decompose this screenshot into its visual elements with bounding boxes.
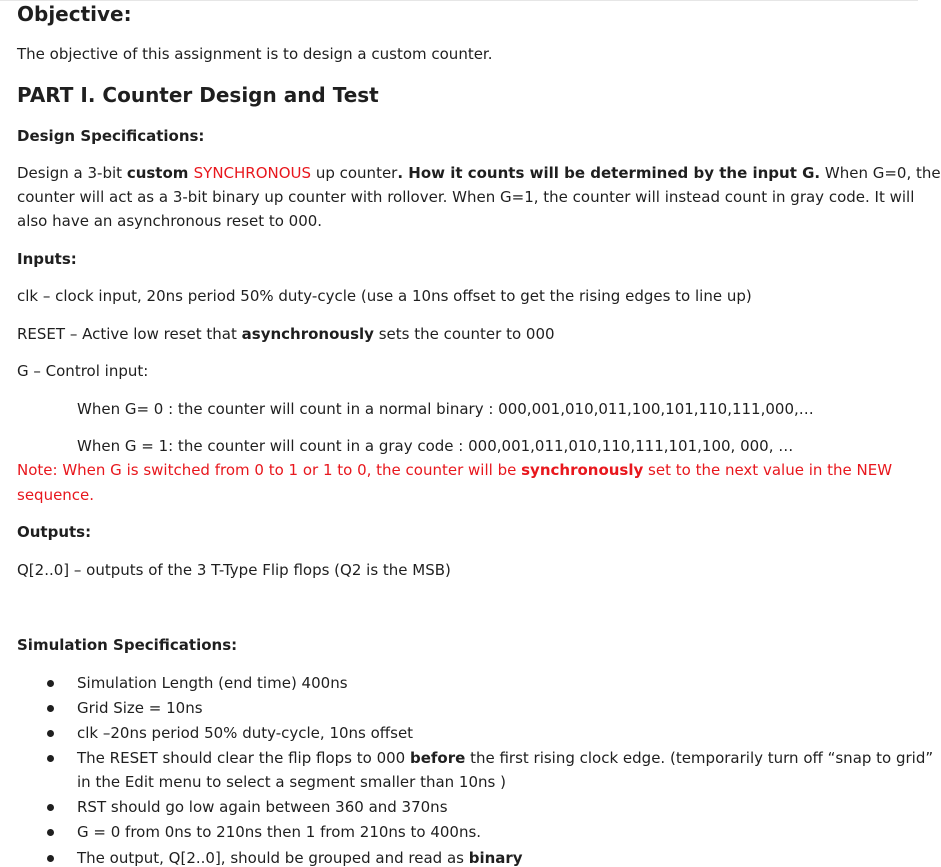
q-line: Q[2..0] – outputs of the 3 T-Type Flip flops (Q2 is the MSB) <box>17 561 451 579</box>
bullet-icon <box>47 855 54 862</box>
bullet-g: G = 0 from 0ns to 210ns then 1 from 210ns to 400ns. <box>77 823 482 841</box>
reset-text: sets the counter to 000 <box>373 325 555 343</box>
reset-text: RESET – Active low reset that <box>17 325 242 343</box>
bullet-sim-length: Simulation Length (end time) 400ns <box>77 674 348 692</box>
design-para-line1 <box>17 164 941 182</box>
design-spec-heading: Design Specifications: <box>17 127 205 145</box>
note-line1 <box>17 461 892 479</box>
g0-line: When G= 0 : the counter will count in a normal binary : 000,001,010,011,100,101,110,111,000,… <box>77 400 814 418</box>
clk-line: clk – clock input, 20ns period 50% duty-cycle (use a 10ns offset to get the rising edges to line up) <box>17 287 752 305</box>
bullet-icon <box>47 680 54 687</box>
bullet-reset-text: the first rising clock edge. (temporarily turn off “snap to grid” <box>465 749 934 767</box>
bullet-clk: clk –20ns period 50% duty-cycle, 10ns offset <box>77 724 414 742</box>
bullet-icon <box>47 705 54 712</box>
bullet-rst-low: RST should go low again between 360 and 370ns <box>77 798 448 816</box>
g1-line: When G = 1: the counter will count in a gray code : 000,001,011,010,110,111,101,100, 000, … <box>77 437 794 455</box>
note-line2: sequence. <box>17 486 95 504</box>
design-para-custom: custom <box>126 164 194 182</box>
heading-objective: Objective: <box>17 2 132 26</box>
bullet-reset-before: before <box>409 749 466 767</box>
top-border <box>0 0 918 1</box>
reset-line <box>17 325 555 343</box>
note-sync: synchronously <box>521 461 644 479</box>
bullet-output-binary: binary <box>468 849 523 867</box>
bullet-output-text: The output, Q[2..0], should be grouped and read as <box>77 849 469 867</box>
bullet-reset-text: The RESET should clear the flip flops to 000 <box>77 749 410 767</box>
reset-async: asynchronously <box>241 325 374 343</box>
outputs-heading: Outputs: <box>17 523 92 541</box>
bullet-icon <box>47 730 54 737</box>
note-text: set to the next value in the NEW <box>643 461 893 479</box>
design-para-text: up counter <box>311 164 398 182</box>
bullet-icon <box>47 829 54 836</box>
note-text: Note: When G is switched from 0 to 1 or 1 to 0, the counter will be <box>17 461 522 479</box>
design-para-line3: also have an asynchronous reset to 000. <box>17 212 323 230</box>
g-control-line: G – Control input: <box>17 362 149 380</box>
sim-heading: Simulation Specifications: <box>17 636 238 654</box>
bullet-output <box>77 849 523 867</box>
design-para-text: Design a 3-bit <box>17 164 127 182</box>
objective-text: The objective of this assignment is to design a custom counter. <box>17 45 493 63</box>
inputs-heading: Inputs: <box>17 250 77 268</box>
design-para-synchronous: SYNCHRONOUS <box>193 164 312 182</box>
bullet-reset-line2: in the Edit menu to select a segment smaller than 10ns ) <box>77 773 506 791</box>
design-para-line2: counter will act as a 3-bit binary up counter with rollover. When G=1, the counter will instead count in gray code. It will <box>17 188 915 206</box>
bullet-icon <box>47 804 54 811</box>
part1-heading: PART I. Counter Design and Test <box>17 83 379 107</box>
bullet-reset <box>77 749 933 767</box>
bullet-grid-size: Grid Size = 10ns <box>77 699 203 717</box>
bullet-icon <box>47 755 54 762</box>
design-para-text: When G=0, the <box>820 164 941 182</box>
design-para-bold: . How it counts will be determined by the input G. <box>397 164 821 182</box>
